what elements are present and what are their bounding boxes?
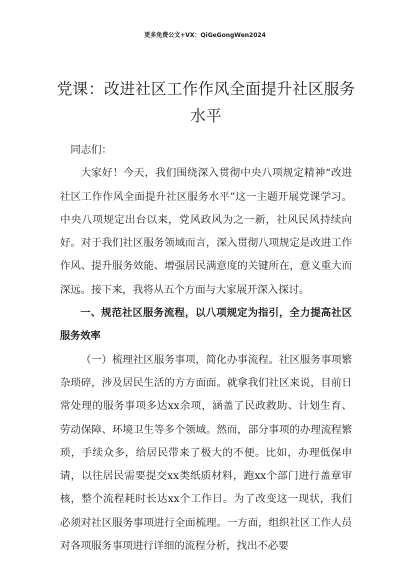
- intro-paragraph: 大家好！今天，我们围绕深入贯彻中央八项规定精神“改进社区工作作风全面提升社区服务水平”这一主题开展党课学习。中央八项规定出台以来，党风政风为之一新，社风民风持续向好。对于我们社区服务领域而言，深入贯彻八项规定是改进工作作风、提升服务效能、增强居民满意度的关键所在，意义重大而深远。接下来，我将从五个方面与大家展开深入探讨。: [60, 167, 352, 296]
- document-title: 党课：改进社区工作作风全面提升社区服务水平: [56, 80, 356, 125]
- document-body: [60, 139, 352, 558]
- greeting: 同志们：: [70, 144, 112, 156]
- subsection-paragraph: （一）梳理社区服务事项，简化办事流程。社区服务事项繁杂琐碎，涉及居民生活的方方面面。就拿我们社区来说，目前日常处理的服务事项多达xx余项，涵盖了民政救助、计划生育、劳动保障、环境卫生等多个领域。然而，部分事项的办理流程繁琐，手续众多，给居民带来了极大的不便。比如，办理低保申请，以往居民需要提交xx类纸质材料，跑xx个部门进行盖章审核，整个流程耗时长达xx个工作日。为了改变这一现状，我们必须对社区服务事项进行全面梳理。一方面，组织社区工作人员对各项服务事项进行详细的流程分析，找出不必要: [60, 353, 352, 553]
- page-header: 更多免费公文+VX：QiGeGongWen2024: [144, 32, 266, 39]
- section-heading: 一、规范社区服务流程，以八项规定为指引，全力提高社区服务效率: [60, 308, 352, 343]
